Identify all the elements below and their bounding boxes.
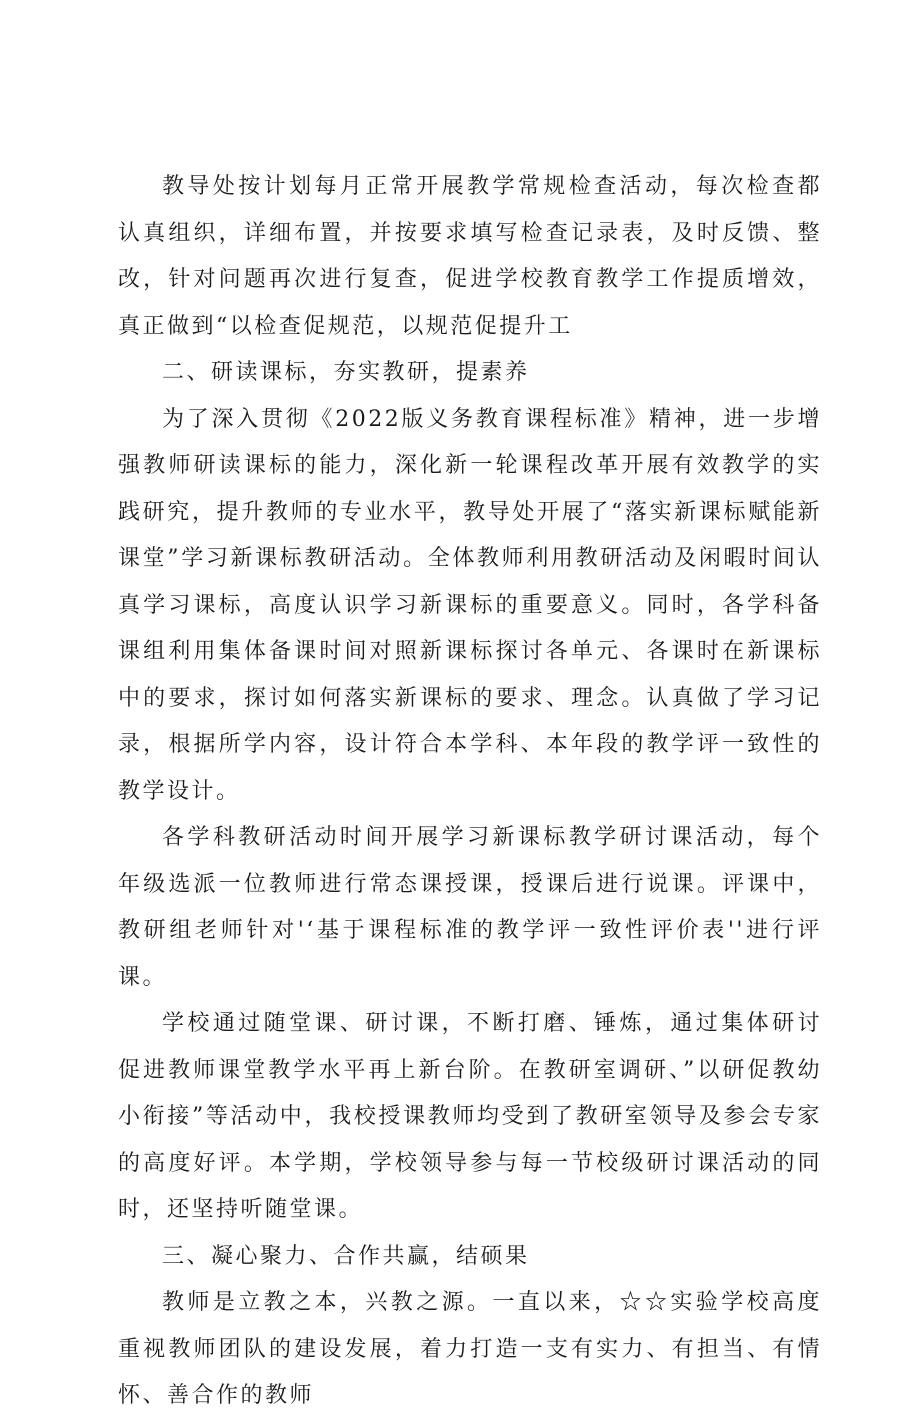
- paragraph-classroom-improvement: 学校通过随堂课、研讨课，不断打磨、锤炼，通过集体研讨促进教师课堂教学水平再上新台阶。在教研室调研、”以研促教幼小衔接”等活动中，我校授课教师均受到了教研室领导及参会专家的高度好评。本学期，学校领导参与每一节校级研讨课活动的同时，还坚持听随堂课。: [118, 1011, 822, 1222]
- section-heading-2: 二、研读课标，夯实教研，提素养: [162, 360, 530, 385]
- paragraph-teacher-team: 教师是立教之本，兴教之源。一直以来，☆☆实验学校高度重视教师团队的建设发展，着力打造一支有实力、有担当、有情怀、善合作的教师: [118, 1290, 822, 1408]
- paragraph-research-lessons: 各学科教研活动时间开展学习新课标教学研讨课活动，每个年级选派一位教师进行常态课授课，授课后进行说课。评课中，教研组老师针对'‘基于课程标准的教学评一致性评价表''进行评课。: [118, 825, 822, 990]
- paragraph-curriculum-standards: 为了深入贯彻《2022版义务教育课程标准》精神，进一步增强教师研读课标的能力，深化新一轮课程改革开展有效教学的实践研究，提升教师的专业水平，教导处开展了“落实新课标赋能新课堂”学习新课标教研活动。全体教师利用教研活动及闲暇时间认真学习课标，高度认识学习新课标的重要意义。同时，各学科备课组利用集体备课时间对照新课标探讨各单元、各课时在新课标中的要求，探讨如何落实新课标的要求、理念。认真做了学习记录，根据所学内容，设计符合本学科、本年段的教学评一致性的教学设计。: [118, 406, 822, 804]
- section-heading-3: 三、凝心聚力、合作共赢，结硕果: [162, 1243, 530, 1269]
- paragraph-inspection: 教导处按计划每月正常开展教学常规检查活动，每次检查都认真组织，详细布置，并按要求填写检查记录表，及时反馈、整改，针对问题再次进行复查，促进学校教育教学工作提质增效，真正做到“以检查促规范，以规范促提升工: [118, 174, 822, 339]
- document-body: [118, 164, 822, 1420]
